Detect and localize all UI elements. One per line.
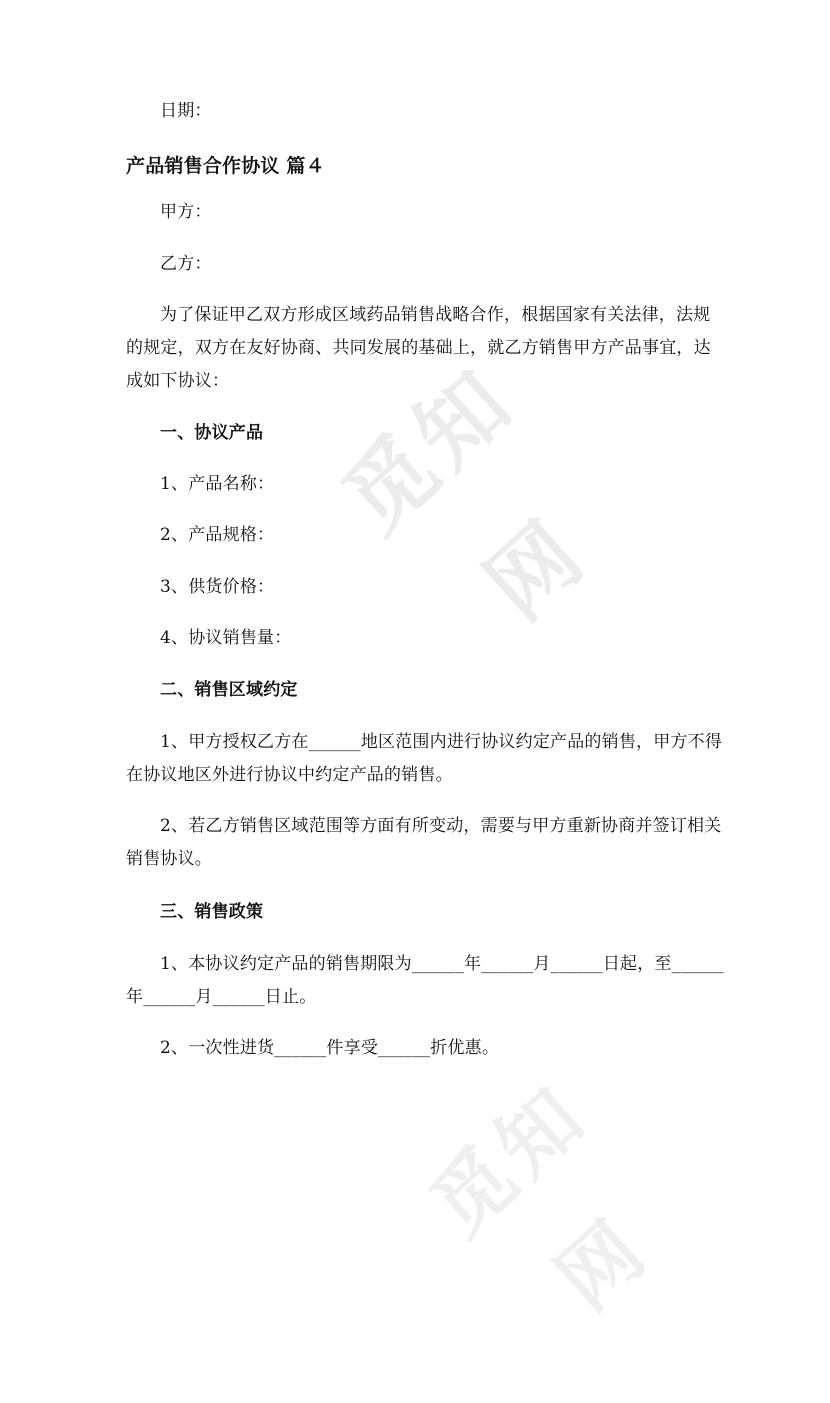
section3-item2: 2、一次性进货______件享受______折优惠。: [160, 1038, 500, 1058]
party-b-label: 乙方：: [160, 254, 212, 274]
section1-item-1: 1、产品名称：: [160, 474, 275, 494]
section1-item-4: 4、协议销售量：: [160, 628, 292, 648]
section2-item1-line-1: 1、甲方授权乙方在______地区范围内进行协议约定产品的销售，甲方不得: [160, 732, 723, 752]
section2-item2-line-1: 2、若乙方销售区域范围等方面有所变动，需要与甲方重新协商并签订相关: [160, 816, 722, 836]
section2-item2-line-2: 销售协议。: [126, 849, 212, 869]
party-a-label: 甲方：: [160, 202, 212, 222]
intro-line-1: 为了保证甲乙双方形成区域药品销售战略合作，根据国家有关法律，法规: [160, 305, 711, 325]
section3-heading: 三、销售政策: [160, 902, 264, 922]
document-title: 产品销售合作协议 篇４: [126, 155, 325, 177]
watermark-bottom: 觅知网: [413, 1066, 668, 1328]
section1-item-3: 3、供货价格：: [160, 577, 275, 597]
section3-item1-line-1: 1、本协议约定产品的销售期限为______年______月______日起，至______: [160, 954, 724, 974]
intro-line-2: 的规定，双方在友好协商、共同发展的基础上，就乙方销售甲方产品事宜，达: [126, 338, 711, 358]
section2-item1-line-2: 在协议地区外进行协议中约定产品的销售。: [126, 765, 453, 785]
date-label: 日期：: [160, 101, 212, 121]
section1-heading: 一、协议产品: [160, 423, 264, 443]
watermark: 觅知网: [323, 347, 607, 639]
section1-item-2: 2、产品规格：: [160, 525, 275, 545]
section3-item1-line-2: 年______月______日止。: [126, 987, 317, 1007]
section2-heading: 二、销售区域约定: [160, 680, 298, 700]
intro-line-3: 成如下协议：: [126, 371, 230, 391]
